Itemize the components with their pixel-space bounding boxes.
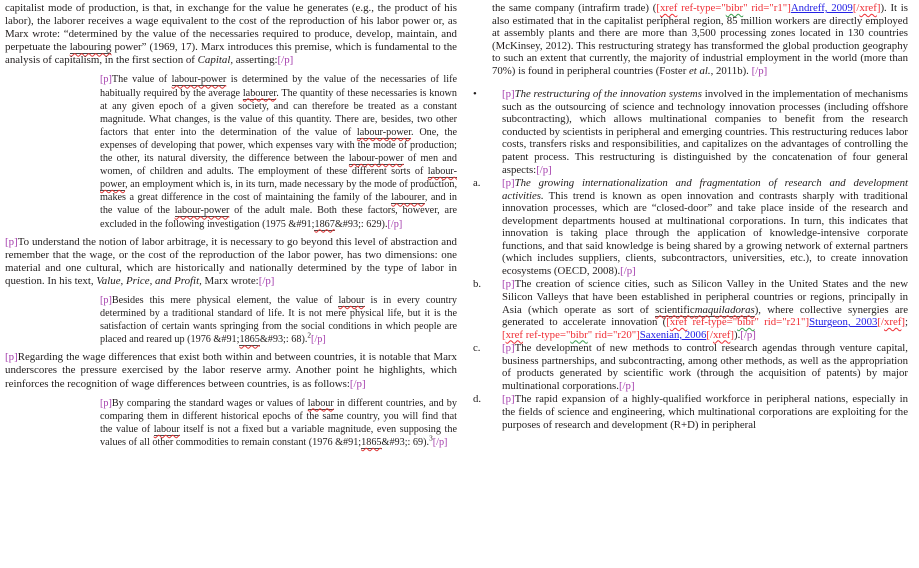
citation-link[interactable]: Sturgeon, 2003: [809, 316, 878, 329]
bullet-marker: •: [473, 88, 477, 101]
list-item-body: [502, 88, 908, 175]
p-tag: [p]: [100, 294, 112, 306]
xref-tag: bibr: [737, 316, 755, 329]
xref-tag: [/: [877, 316, 884, 329]
italic-text: et al.,: [689, 64, 714, 77]
p-tag: [/p]: [258, 274, 275, 287]
paragraph: [5, 236, 457, 288]
misspelled-word: 1865: [361, 436, 382, 448]
text-run: . The quantity of these necessaries is known at any given epoch of a given society, and can therefore be treated as a constant magnitude. What changes, is the value of this quantity. There are, besides, two other factors that enter into the determination of the value of: [100, 87, 457, 138]
text-run: itself is not a fixed but a variable magnitude, even supposing the values of all other commodities to remain constant (1976 &#91;: [100, 423, 457, 448]
xref-tag: ref-type=": [687, 316, 738, 329]
xref-tag: [/: [852, 2, 860, 14]
blockquote: [100, 294, 457, 346]
xref-tag: ]: [730, 328, 734, 341]
p-tag: [p]: [502, 177, 515, 190]
misspelled-word: labour: [307, 397, 334, 409]
text-run: is determined by the value of the necessaries of life habitually required by the average: [100, 74, 457, 99]
xref-tag: [: [502, 328, 506, 341]
text-run: The development of new methods to control research agendas through venture capital, business partnerships, and subcontracting, among other methods, as well as the appropriation of products generated by scientific work (through the acquisition of patents) by major multinational corporations.: [502, 342, 908, 392]
p-tag: [/p]: [387, 218, 403, 230]
misspelled-word: 1867: [314, 218, 335, 230]
text-run: By comparing the standard wages or values of: [111, 397, 308, 409]
xref-tag: xref: [859, 2, 877, 14]
text-run: is in every country determined by a traditional standard of life. It is not mere physical life, but it is the satisfaction of certain wants springing from the social conditions in which people are placed and reared up (1976 &#91;: [100, 294, 457, 346]
misspelled-word: labouring: [69, 41, 112, 54]
misspelled-word: labour-power: [174, 205, 230, 217]
italic-text: Capital,: [197, 54, 234, 67]
text-run: involved in the implementation of mechanisms such as the outsourcing of science and technology innovation processes (including offshore subcontracting), which allows multinational companies to benefit from the research conducted by scientists in peripheral and emerging countries. This restructuring reduces labor costs, transfers risks and responsibilities, and capitalizes on the advantages of controlling the patent process. This restructuring is distinguished by the concatenation of four general aspects:: [502, 88, 908, 176]
misspelled-word: labour-power: [171, 74, 227, 86]
text-run: the same company (intrafirm trade) (: [492, 2, 657, 14]
misspelled-word: labour-power: [348, 153, 404, 165]
italic-underlined-text: maquiladoras: [694, 303, 755, 316]
text-run: ), where collective synergies are generated to accelerate innovation (: [502, 303, 909, 329]
italic-text: Value, Price, and Profit,: [96, 274, 202, 287]
xref-tag: xref: [505, 328, 523, 341]
list-item-body: [502, 342, 908, 392]
list-item: [473, 278, 909, 341]
text-run: The value of: [111, 74, 172, 86]
p-tag: [p]: [502, 342, 515, 355]
xref-tag: [/: [706, 328, 713, 341]
p-tag: [/p]: [349, 377, 366, 390]
list-item: [473, 342, 908, 392]
xref-tag: xref: [884, 316, 902, 329]
list-item: [473, 88, 908, 176]
text-run: Regarding the wage differences that exist both within and between countries, it is notable that Marx underscores the pressure exercised by the labor reserve army. Another point he highlights, which reinforces the recognition of wage differences between countries, is as follows:: [5, 351, 457, 390]
text-run: , and in the value of the: [100, 192, 457, 217]
xref-tag: ref-type=": [523, 328, 571, 341]
text-run: Marx wrote:: [201, 274, 259, 287]
p-tag: [p]: [502, 88, 515, 101]
p-tag: [p]: [5, 351, 18, 364]
misspelled-word: labour-power: [100, 166, 457, 191]
text-run: of the adult male. Both these factors, however, are excluded in the following investigation (1975 &#91;: [100, 205, 457, 230]
xref-tag: " rid="r20"]: [587, 328, 640, 341]
p-tag: [p]: [100, 74, 112, 86]
xref-tag: xref: [712, 328, 731, 341]
text-run: asserting:: [233, 54, 278, 67]
text-run: . One, the expenses of developing that power, which expenses vary with the mode of production; the other, its natural diversity, the difference between the: [100, 126, 457, 165]
misspelled-word: scientific: [655, 303, 695, 316]
text-run: The creation of science cities, such as Silicon Valley in the United States and the new Silicon Valleys that have been established in peripheral countries or regions, principally in Asia (which operate as sort of: [502, 278, 908, 316]
text-run: of men and women, of children and adults. The employment of these different sorts of: [100, 153, 457, 178]
right-column: [473, 2, 909, 432]
text-run: capitalist mode of production, is that, in exchange for the value he generates (e.g., the product of his labor), the laborer receives a wage equivalent to the cost of the reproduction of his labor power or, as Marx wrote: “determined by the value of the necessaries required to produce, develop, maintain, and perpetuate the: [5, 2, 457, 54]
footnote-marker: 2: [307, 330, 312, 340]
text-run: , an employment which is, in its turn, made necessary by the mode of production, makes a great difference in the cost of maintaining the family of the: [100, 179, 457, 204]
text-run: &#93;: 68).: [259, 334, 308, 346]
p-tag: [/p]: [740, 328, 756, 341]
text-run: ). It is also estimated that in the capitalist peripheral region, 85 million workers are directly employed at assembly plants and there are more than 3,500 processing zones located in 130 countries (McKinsey, 2012). This restructuring strategy has transformed the global production geography to such an extent that currently, the majority of industrial employment in the world (more than 70%) is found in peripheral countries (Foster: [492, 2, 908, 77]
misspelled-word: labour-power: [356, 126, 412, 138]
p-tag: [/p]: [620, 264, 636, 277]
paragraph: [492, 2, 908, 77]
italic-text: The restructuring of the innovation systems: [514, 88, 702, 101]
left-column: [5, 2, 457, 454]
misspelled-word: labour: [153, 423, 180, 435]
xref-tag: [: [666, 316, 670, 329]
list-item: [473, 177, 908, 277]
misspelled-word: labourer: [242, 87, 277, 99]
p-tag: [/p]: [618, 379, 635, 392]
xref-tag: " rid="r1"]: [743, 2, 791, 14]
xref-tag: ]: [876, 2, 881, 14]
p-tag: [/p]: [311, 334, 326, 346]
paragraph: [5, 2, 457, 67]
p-tag: [p]: [100, 397, 112, 409]
text-run: To understand the notion of labor arbitrage, it is necessary to go beyond this level of abstraction and remember that the wage, or the cost of the reproduction of the labor power, has two dimensions: one material and one cultural, which are historically and nationally determined by the type of labor in question. In his text,: [5, 235, 457, 287]
p-tag: [p]: [502, 393, 515, 406]
list-item-body: [502, 278, 908, 340]
xref-tag: ]: [901, 316, 905, 329]
xref-tag: ref-type=": [677, 2, 726, 14]
list-marker: b.: [473, 278, 482, 291]
text-run: The rapid expansion of a highly-qualified workforce in peripheral nations, especially in the fields of science and engineering, which multinational corporations are exploiting for the purposes of research and development (R+D) in peripheral: [502, 393, 908, 431]
xref-tag: bibr: [725, 2, 744, 14]
p-tag: [/p]: [432, 436, 448, 448]
xref-tag: " rid="r21"]: [754, 316, 810, 329]
italic-text: The growing internationalization and fragmentation of research and development activities.: [502, 177, 908, 202]
text-run: &#93;: 69).: [381, 436, 430, 448]
xref-tag: xref: [669, 316, 688, 329]
blockquote: [100, 397, 457, 449]
citation-link[interactable]: Saxenian, 2006: [639, 328, 707, 341]
list-item-body: [502, 393, 908, 430]
list-marker: c.: [473, 342, 481, 355]
blockquote: [100, 73, 457, 230]
p-tag: [/p]: [277, 54, 294, 67]
misspelled-word: labour: [338, 294, 365, 306]
text-run: 2011b).: [713, 64, 752, 77]
text-run: ).: [733, 328, 741, 341]
text-run: Besides this mere physical element, the value of: [111, 294, 339, 306]
paragraph: [5, 351, 457, 390]
citation-link[interactable]: Andreff, 2009: [790, 2, 853, 14]
text-run: power” (1969, 17). Marx introduces this premise, which is fundamental to the analysis of capitalism, in the first section of: [5, 41, 457, 67]
list-item-body: [502, 177, 908, 277]
text-run: in different countries, and by comparing them in different historical epochs of the same country, you will find that the value of: [100, 397, 457, 435]
xref-tag: bibr: [570, 328, 588, 341]
list-marker: d.: [473, 393, 482, 406]
list-marker: a.: [473, 177, 481, 190]
p-tag: [p]: [502, 278, 515, 291]
misspelled-word: 1865: [239, 334, 260, 346]
footnote-marker: 3: [429, 433, 433, 443]
xref-tag: [: [656, 2, 660, 14]
text-run: &#93;: 629).: [334, 218, 388, 230]
text-run: This trend is known as open innovation and contrasts sharply with traditional innovation processes, which are “closed-door” and take place inside of the research and development departments housed at multinational corporations. In turn, this indicates that innovation is taking place through the application of knowledge-intensive corporate functions, and that said knowledge is being shared by a growing network of external partners (which includes suppliers, clients, subcontractors, universities, etc.), to create innovation ecosystems (OECD, 2008).: [502, 189, 908, 277]
p-tag: [/p]: [536, 163, 552, 176]
xref-tag: xref: [659, 2, 678, 14]
misspelled-word: labourer: [391, 192, 425, 204]
list-item: [473, 393, 908, 431]
p-tag: [p]: [5, 235, 18, 248]
p-tag: [/p]: [751, 64, 768, 77]
text-run: ;: [905, 316, 908, 329]
